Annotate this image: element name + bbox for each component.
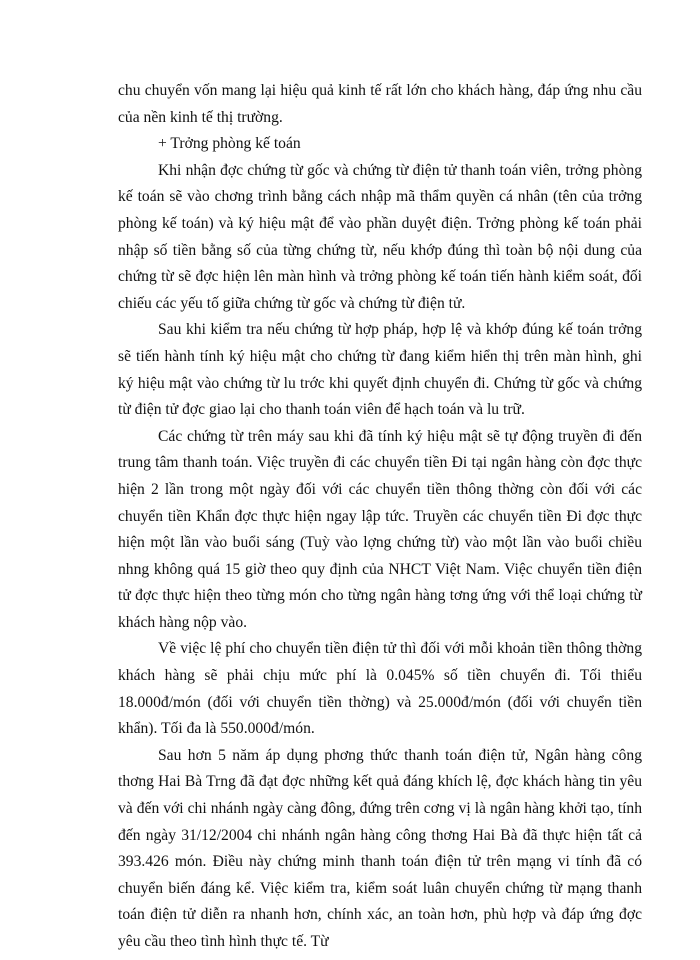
paragraph-continuation: chu chuyển vốn mang lại hiệu quả kinh tế rất lớn cho khách hàng, đáp ứng nhu cầu của nền kinh tế thị trường. — [118, 82, 642, 126]
paragraph-results: Sau hơn 5 năm áp dụng phơng thức thanh toán điện tử, Ngân hàng công thơng Hai Bà Trng đã đạt đợc những kết quả đáng khích lệ, đợc khách hàng tin yêu và đến với chi nhánh ngày càng đông, đứng trên cơng vị là ngân hàng khởi tạo, tính đến ngày 31/12/2004 chi nhánh ngân hàng công thơng Hai Bà đã thực hiện tất cả 393.426 món. Điều này chứng minh thanh toán điện tử trên mạng vi tính đã có chuyển biến đáng kể. Việc kiểm tra, kiểm soát luân chuyển chứng từ mạng thanh toán điện tử diễn ra nhanh hơn, chính xác, an toàn hơn, phù hợp và đáp ứng đợc yêu cầu theo tình hình thực tế. Từ — [118, 746, 642, 950]
document-page — [118, 78, 642, 956]
paragraph-fees: Về việc lệ phí cho chuyển tiền điện tử thì đối với mỗi khoản tiền thông thờng khách hàng sẽ phải chịu mức phí là 0.045% số tiền chuyển đi. Tối thiểu 18.000đ/món (đối với chuyển tiền thờng) và 25.000đ/món (đối với chuyển tiền khẩn). Tối đa là 550.000đ/món. — [118, 640, 642, 738]
section-heading-chief-accountant: + Trởng phòng kế toán — [158, 135, 301, 153]
paragraph-transmission: Các chứng từ trên máy sau khi đã tính ký hiệu mật sẽ tự động truyền đi đến trung tâm thanh toán. Việc truyền đi các chuyển tiền Đi tại ngân hàng còn đợc thực hiện 2 lần trong một ngày đối với các chuyển tiền thông thờng còn đối với các chuyển tiền Khẩn đợc thực hiện ngay lập tức. Truyền các chuyển tiền Đi đợc thực hiện một lần vào buổi sáng (Tuỳ vào lợng chứng từ) vào một lần vào buổi chiều nhng không quá 15 giờ theo quy định của NHCT Việt Nam. Việc chuyển tiền điện tử đợc thực hiện theo từng món cho từng ngân hàng tơng ứng với thể loại chứng từ khách hàng nộp vào. — [118, 427, 642, 631]
paragraph-verification: Sau khi kiểm tra nếu chứng từ hợp pháp, hợp lệ và khớp đúng kế toán trởng sẽ tiến hành tính ký hiệu mật cho chứng từ đang kiểm hiển thị trên màn hình, ghi ký hiệu mật vào chứng từ lu trớc khi quyết định chuyển đi. Chứng từ gốc và chứng từ điện tử đợc giao lại cho thanh toán viên để hạch toán và lu trữ. — [118, 321, 642, 419]
paragraph-receiving-vouchers: Khi nhận đợc chứng từ gốc và chứng từ điện tử thanh toán viên, trởng phòng kế toán sẽ vào chơng trình bằng cách nhập mã thẩm quyền cá nhân (tên của trởng phòng kế toán) và ký hiệu mật để vào phần duyệt điện. Trởng phòng kế toán phải nhập số tiền bằng số của từng chứng từ, nếu khớp đúng thì toàn bộ nội dung của chứng từ sẽ đợc hiện lên màn hình và trởng phòng kế toán tiến hành kiểm soát, đối chiếu các yếu tố giữa chứng từ gốc và chứng từ điện tử. — [118, 161, 642, 312]
